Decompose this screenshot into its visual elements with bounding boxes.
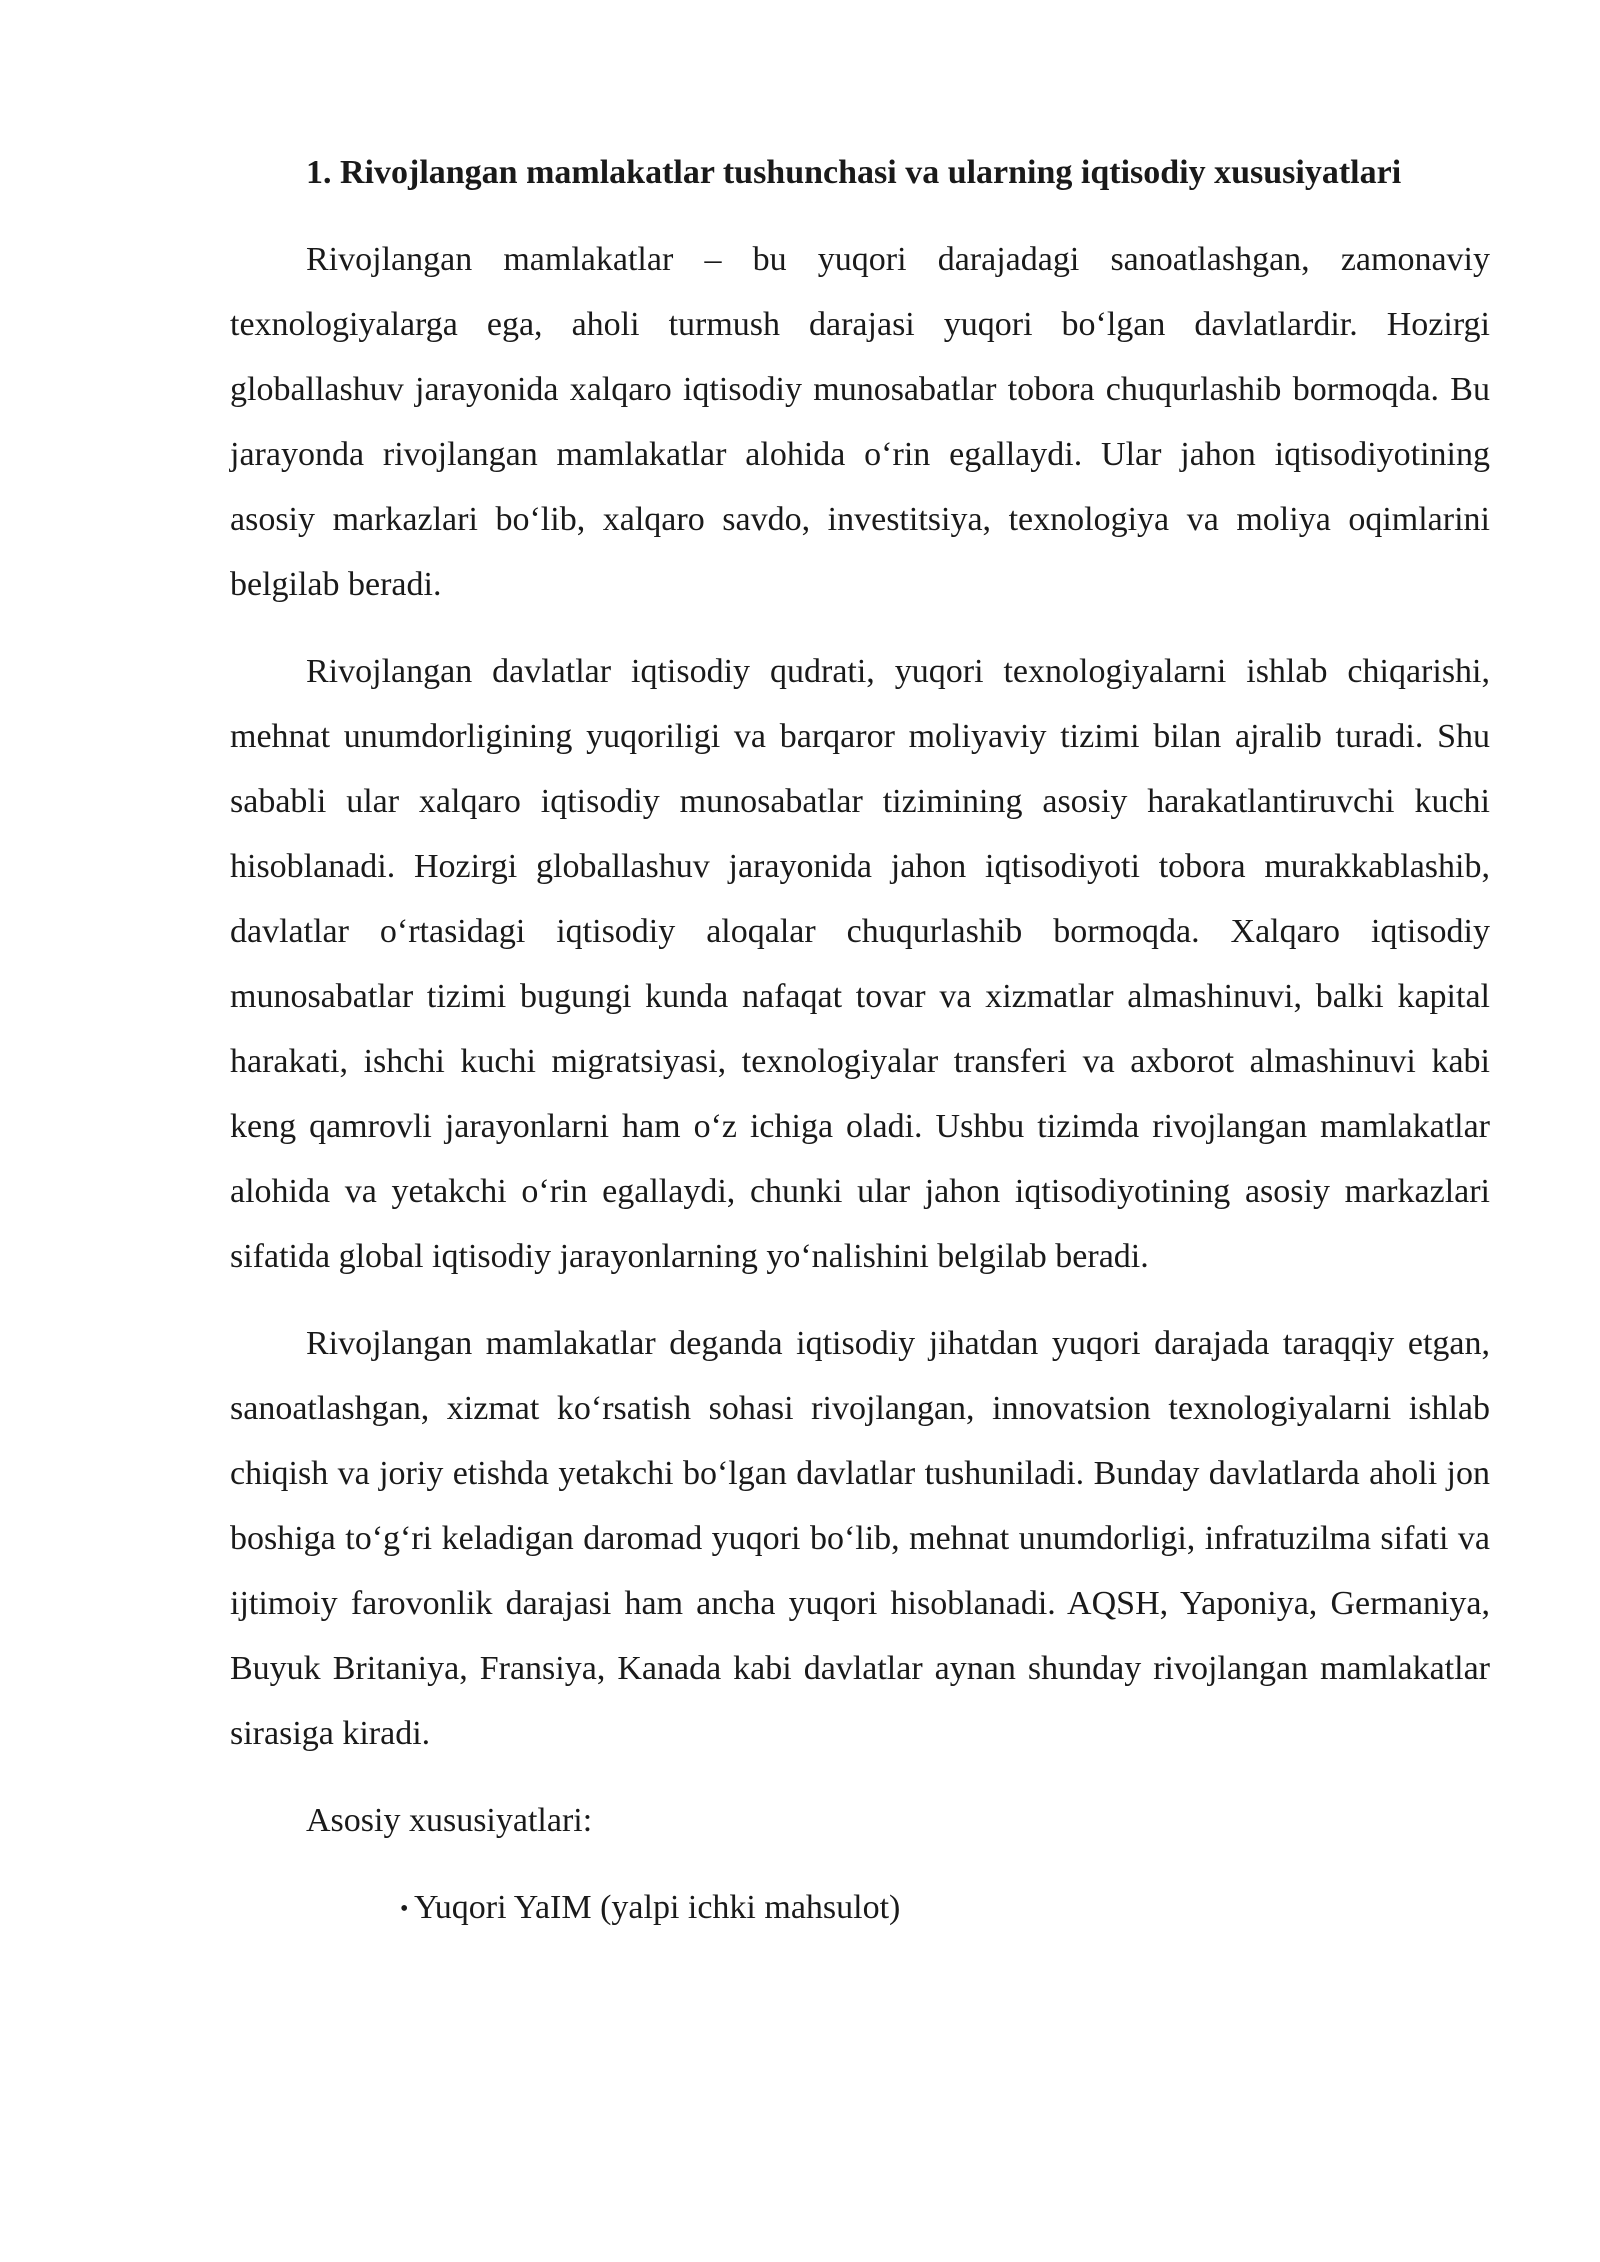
features-list: [230, 1875, 1490, 1942]
paragraph-definition: Rivojlangan mamlakatlar deganda iqtisodiy jihatdan yuqori darajada taraqqiy etgan, sanoatlashgan, xizmat ko‘rsatish sohasi rivojlangan, innovatsion texnologiyalarni ishlab chiqish va joriy etishda yetakchi bo‘lgan davlatlar tushuniladi. Bunday davlatlarda aholi jon boshiga to‘g‘ri keladigan daromad yuqori bo‘lib, mehnat unumdorligi, infratuzilma sifati va ijtimoiy farovonlik darajasi ham ancha yuqori hisoblanadi. AQSH, Yaponiya, Germaniya, Buyuk Britaniya, Fransiya, Kanada kabi davlatlar aynan shunday rivojlangan mamlakatlar sirasiga kiradi.: [230, 1325, 1490, 1752]
list-item: [400, 1875, 1490, 1942]
paragraph-intro: Rivojlangan mamlakatlar – bu yuqori darajadagi sanoatlashgan, zamonaviy texnologiyalarga ega, aholi turmush darajasi yuqori bo‘lgan davlatlardir. Hozirgi globallashuv jarayonida xalqaro iqtisodiy munosabatlar tobora chuqurlashib bormoqda. Bu jarayonda rivojlangan mamlakatlar alohida o‘rin egallaydi. Ular jahon iqtisodiyotining asosiy markazlari bo‘lib, xalqaro savdo, investitsiya, texnologiya va moliya oqimlarini belgilab beradi.: [230, 241, 1490, 603]
features-lead: Asosiy xususiyatlari:: [306, 1802, 593, 1839]
section-heading: 1. Rivojlangan mamlakatlar tushunchasi va ularning iqtisodiy xususiyatlari: [306, 154, 1402, 191]
document-page: [230, 140, 1490, 1942]
list-item-text: Yuqori YaIM (yalpi ichki mahsulot): [414, 1889, 901, 1926]
bullet-icon: •: [400, 1896, 409, 1922]
paragraph-economic-power: Rivojlangan davlatlar iqtisodiy qudrati, yuqori texnologiyalarni ishlab chiqarishi, mehnat unumdorligining yuqoriligi va barqaror moliyaviy tizimi bilan ajralib turadi. Shu sababli ular xalqaro iqtisodiy munosabatlar tizimining asosiy harakatlantiruvchi kuchi hisoblanadi. Hozirgi globallashuv jarayonida jahon iqtisodiyoti tobora murakkablashib, davlatlar o‘rtasidagi iqtisodiy aloqalar chuqurlashib bormoqda. Xalqaro iqtisodiy munosabatlar tizimi bugungi kunda nafaqat tovar va xizmatlar almashinuvi, balki kapital harakati, ishchi kuchi migratsiyasi, texnologiyalar transferi va axborot almashinuvi kabi keng qamrovli jarayonlarni ham o‘z ichiga oladi. Ushbu tizimda rivojlangan mamlakatlar alohida va yetakchi o‘rin egallaydi, chunki ular jahon iqtisodiyotining asosiy markazlari sifatida global iqtisodiy jarayonlarning yo‘nalishini belgilab beradi.: [230, 653, 1490, 1275]
